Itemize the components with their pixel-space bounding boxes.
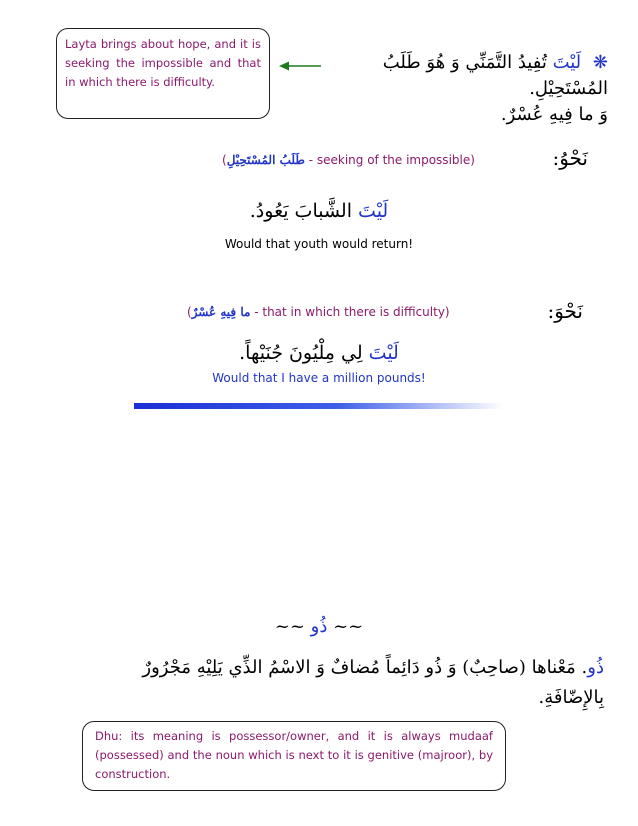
layta-word: لَيْتَ	[368, 342, 399, 364]
nahwu-label-2: نَحْوَ:	[547, 299, 583, 323]
layta-definition	[308, 50, 608, 128]
definition-text: تُفِيدُ التَّمَنِّي وَ هُوَ طَلَبُ المُسْتَحِيْلِ.	[382, 52, 608, 99]
definition-line-1	[308, 50, 608, 102]
example-reference-2: (ما فِيهِ عُسْرٌ - that in which there is difficulty)	[187, 305, 450, 319]
divider-bar	[134, 403, 503, 409]
star-icon: ❋	[592, 52, 608, 73]
note-box-layta	[56, 28, 270, 119]
reference-english: - that in which there is difficulty)	[250, 305, 450, 319]
dhu-definition	[110, 653, 604, 713]
dhu-definition-text: . مَعْناها (صاحِبٌ) وَ ذُو دَائِماً مُضافٌ وَ الاسْمُ الذِّي يَلِيْهِ مَجْرُورٌ بِالإِضّافَةِ.	[142, 657, 604, 708]
note-text: Dhu: its meaning is possessor/owner, and it is always mudaaf (possessed) and the noun which is next to it is genitive (majroor), by construction.	[95, 729, 493, 781]
example-arabic-1: لَيْتَ الشَّبابَ يَعُودُ.	[249, 200, 389, 222]
layta-word: لَيْتَ	[358, 200, 389, 222]
section-title: ~~ ذُو ~~	[274, 616, 364, 637]
definition-line-2: وَ ما فِيهِ عُسْرٌ.	[500, 104, 608, 125]
example-reference-1: (طَلَبُ المُسْتَحِيْلِ - seeking of the impossible)	[222, 153, 475, 167]
reference-arabic: ما فِيهِ عُسْرٌ	[191, 305, 251, 319]
reference-arabic: طَلَبُ المُسْتَحِيْلِ	[226, 153, 305, 167]
layta-word: لَيْتَ	[552, 52, 582, 73]
example-translation-1: Would that youth would return!	[224, 237, 414, 251]
dhu-word: ذُو	[587, 657, 604, 678]
nahwu-label-1: نَحْوُ:	[552, 146, 588, 170]
example-arabic-2: لَيْتَ لِي مِلْيُونَ جُنَيْهاً.	[239, 342, 399, 364]
note-text: Layta brings about hope, and it is seeking the impossible and that in which there is difficulty.	[65, 37, 261, 89]
note-box-dhu	[82, 721, 506, 791]
example-translation-2: Would that I have a million pounds!	[212, 371, 426, 385]
reference-english: - seeking of the impossible)	[304, 153, 475, 167]
section-word: ذُو	[310, 616, 328, 637]
